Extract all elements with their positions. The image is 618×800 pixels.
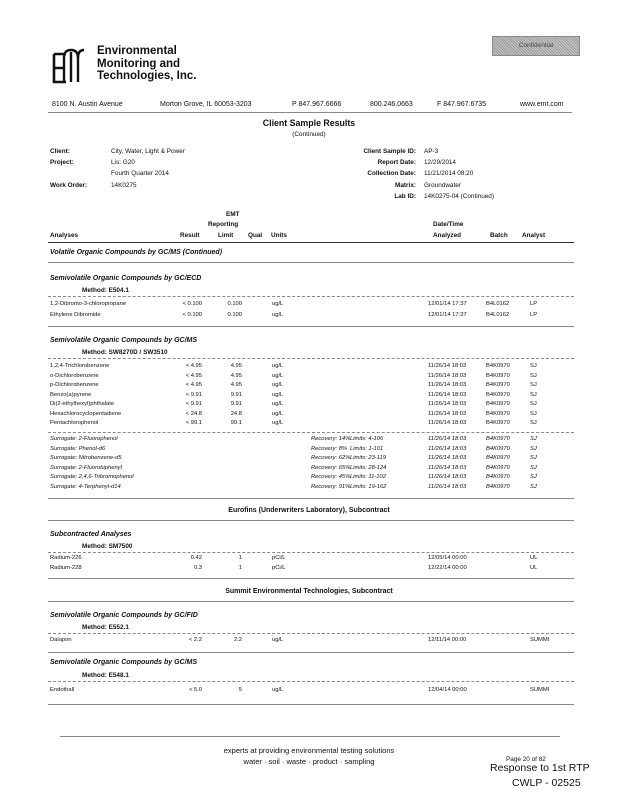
sample-id-value: AP-3 <box>424 148 439 155</box>
col-limit: Limit <box>218 232 234 239</box>
section-rule <box>48 601 574 602</box>
units-value: pCi/L <box>272 565 286 571</box>
analyzed-datetime: 11/26/14 18:03 <box>428 382 467 388</box>
batch-value: B4K0970 <box>486 436 510 442</box>
project-value-2: Fourth Quarter 2014 <box>111 170 169 177</box>
analyte-name: p-Dichlorobenzene <box>50 382 99 388</box>
ecd-method: Method: E504.1 <box>82 287 129 294</box>
matrix-value: Groundwater <box>424 182 461 189</box>
col-datetime: Date/Time <box>433 221 464 228</box>
analyte-name: Radium-226 <box>50 555 82 561</box>
units-value: ug/L <box>272 301 284 307</box>
ms2-method: Method: E548.1 <box>82 672 129 679</box>
col-analyst: Analyst <box>522 232 546 239</box>
surrogate-limits: Limits: 11-102 <box>350 474 386 480</box>
footer-tagline: experts at providing environmental testing solutions <box>223 746 395 755</box>
project-value: Lis: G20 <box>111 159 135 166</box>
analyst-value: LP <box>530 301 538 307</box>
fid-section-title: Semivolatile Organic Compounds by GC/FID <box>50 612 198 619</box>
page-title: Client Sample Results <box>262 118 356 128</box>
surrogate-recovery: Recovery: 62% <box>311 455 351 461</box>
analyte-name: Dalapon <box>50 637 72 643</box>
analyzed-datetime: 11/26/14 18:03 <box>428 401 467 407</box>
ms-section-title: Semivolatile Organic Compounds by GC/MS <box>50 337 198 344</box>
reporting-limit: 99.1 <box>230 420 242 426</box>
col-batch: Batch <box>490 232 508 239</box>
page-subtitle: (Continued) <box>292 131 326 138</box>
summit-title: Summit Environmental Technologies, Subcontract <box>225 588 393 595</box>
analyst-value: SJ <box>530 363 537 369</box>
matrix-label: Matrix: <box>395 182 416 189</box>
section-rule <box>48 652 574 653</box>
surrogate-recovery: Recovery: 65% <box>311 464 351 471</box>
client-label: Client: <box>50 148 70 155</box>
fid-rule <box>48 633 574 634</box>
analyst-value: SJ <box>530 410 537 417</box>
batch-value: B4K0970 <box>486 372 510 379</box>
units-value: ug/L <box>272 420 284 426</box>
reporting-limit: 2.2 <box>233 637 242 643</box>
section-rule <box>48 578 574 579</box>
client-value: City, Water, Light & Power <box>111 148 185 155</box>
analyzed-datetime: 11/26/14 18:03 <box>428 436 467 442</box>
analyst-value: SJ <box>530 474 537 480</box>
reporting-limit: 24.8 <box>230 410 242 417</box>
workorder-label: Work Order: <box>50 182 88 189</box>
report-date-label: Report Date: <box>377 159 416 166</box>
analyte-name: Ethylene Dibromide <box>50 312 101 318</box>
fid-method: Method: E552.1 <box>82 624 129 631</box>
subcontracted-title: Subcontracted Analyses <box>50 531 132 538</box>
analyst-value: SJ <box>530 372 537 379</box>
units-value: ug/L <box>272 410 284 417</box>
result-value: < 9.91 <box>185 401 202 407</box>
units-value: ug/L <box>272 401 284 407</box>
analyst-value: UL <box>530 555 538 561</box>
confidential-stamp <box>492 36 580 56</box>
surrogate-recovery: Recovery: 91% <box>311 483 351 490</box>
result-value: < 0.100 <box>182 312 202 318</box>
units-value: ug/L <box>272 382 284 388</box>
batch-value: B4L0162 <box>486 312 510 318</box>
section-voc-title: Volatile Organic Compounds by GC/MS (Continued) <box>50 249 223 256</box>
analyzed-datetime: 11/26/14 18:03 <box>428 391 467 398</box>
reporting-limit: 0.100 <box>227 301 242 307</box>
company-city: Morton Grove, IL 60053-3203 <box>160 101 252 108</box>
result-value: < 4.95 <box>185 372 202 379</box>
surrogate-name: Surrogate: Phenol-d6 <box>50 445 106 452</box>
report-date-value: 12/29/2014 <box>424 159 456 166</box>
analyst-value: SJ <box>530 445 537 452</box>
batch-value: B4K0970 <box>486 391 510 398</box>
surrogate-name: Surrogate: 2,4,6-Tribromophenol <box>50 474 134 480</box>
surrogate-name: Surrogate: 2-Fluorobiphenyl <box>50 464 122 471</box>
reporting-limit: 9.91 <box>230 401 242 407</box>
analyzed-datetime: 11/26/14 18:03 <box>428 474 467 480</box>
sample-id-label: Client Sample ID: <box>363 148 416 155</box>
reporting-limit: 4.95 <box>230 382 242 388</box>
subcontracted-rule <box>48 552 574 553</box>
analyte-name: Radium-228 <box>50 565 82 571</box>
analyst-value: SJ <box>530 436 537 442</box>
result-value: < 9.91 <box>185 391 202 398</box>
result-value: < 4.95 <box>185 382 202 388</box>
collection-date-value: 11/21/2014 08:20 <box>424 170 474 177</box>
section-rule <box>48 326 574 327</box>
col-units: Units <box>271 232 287 239</box>
analyzed-datetime: 11/26/14 18:03 <box>428 372 467 379</box>
analyst-value: SUMMI <box>530 687 550 693</box>
units-value: ug/L <box>272 372 284 379</box>
company-fax: F 847.967.6735 <box>437 101 487 108</box>
company-name-line2: Monitoring and <box>97 57 181 70</box>
units-value: pCi/L <box>272 555 286 561</box>
analyst-value: SJ <box>530 391 537 398</box>
col-result: Result <box>180 232 200 239</box>
analyst-value: UL <box>530 565 538 571</box>
units-value: ug/L <box>272 391 284 398</box>
workorder-value: 14K0275 <box>111 182 137 189</box>
cwlp-label: CWLP - 02525 <box>512 777 581 789</box>
batch-value: B4K0970 <box>486 382 510 388</box>
analyzed-datetime: 11/26/14 18:03 <box>428 363 467 369</box>
result-value: < 4.95 <box>185 363 202 369</box>
reporting-limit: 4.95 <box>230 372 242 379</box>
ms-method: Method: SW8270D / SW3510 <box>82 349 168 356</box>
analyzed-datetime: 11/26/14 18:03 <box>428 445 467 452</box>
surrogate-limits: Limits: 23-119 <box>350 455 386 461</box>
section-rule <box>48 520 574 521</box>
reporting-limit: 1 <box>238 565 242 571</box>
surrogate-name: Surrogate: 2-Fluorophenol <box>50 436 118 442</box>
reporting-limit: 1 <box>238 555 242 561</box>
batch-value: B4K0970 <box>486 401 510 407</box>
result-value: < 2.2 <box>188 637 202 643</box>
ecd-section-title: Semivolatile Organic Compounds by GC/ECD <box>50 275 202 282</box>
result-value: 0.3 <box>193 565 202 571</box>
emt-logo-icon <box>50 44 90 86</box>
analyzed-datetime: 12/01/14 17:37 <box>428 301 467 307</box>
batch-value: B4K0970 <box>486 455 510 461</box>
company-address: 8100 N. Austin Avenue <box>52 101 123 108</box>
analyzed-datetime: 12/01/14 17:37 <box>428 312 467 318</box>
analyzed-datetime: 12/22/14 00:00 <box>428 565 467 571</box>
result-value: 0.42 <box>190 555 202 561</box>
batch-value: B4K0970 <box>486 474 510 480</box>
analyte-name: Hexachlorocyclopentadiene <box>50 410 122 417</box>
column-header-rule <box>48 242 574 243</box>
surrogate-limits: Limits: 1-101 <box>350 445 384 452</box>
units-value: ug/L <box>272 363 284 369</box>
header-rule <box>48 112 572 113</box>
analyzed-datetime: 12/11/14 00:00 <box>428 637 467 643</box>
reporting-limit: 5 <box>238 687 242 693</box>
ecd-rule <box>48 296 574 297</box>
analyzed-datetime: 11/26/14 18:03 <box>428 464 467 471</box>
units-value: ug/L <box>272 312 284 318</box>
project-label: Project: <box>50 159 74 166</box>
company-name-line1: Environmental <box>97 45 177 57</box>
analyst-value: SJ <box>530 382 537 388</box>
surrogate-recovery: Recovery: 8% <box>311 445 348 452</box>
result-value: < 24.8 <box>185 410 202 417</box>
batch-value: B4K0970 <box>486 420 510 426</box>
units-value: ug/L <box>272 687 284 693</box>
batch-value: B4K0970 <box>486 363 510 369</box>
result-value: < 99.1 <box>185 420 202 426</box>
col-analyses: Analyses <box>50 232 79 239</box>
reporting-limit: 9.91 <box>230 391 242 398</box>
batch-value: B4L0162 <box>486 301 510 307</box>
analyzed-datetime: 12/05/14 00:00 <box>428 555 467 561</box>
lab-id-value: 14K0275-04 (Continued) <box>424 193 494 200</box>
analyzed-datetime: 11/26/14 18:03 <box>428 455 467 461</box>
analyst-value: SJ <box>530 401 537 407</box>
analyte-name: Di(2-ethylhexyl)phthalate <box>50 401 115 407</box>
company-name-line3: Technologies, Inc. <box>97 70 197 82</box>
lab-id-label: Lab ID: <box>394 193 416 200</box>
analyte-name: Pentachlorophenol <box>50 420 99 426</box>
batch-value: B4K0970 <box>486 445 510 452</box>
reporting-limit: 0.100 <box>227 312 242 318</box>
company-phone: P 847.967.6666 <box>292 101 342 108</box>
section-rule <box>48 262 574 263</box>
analyst-value: SJ <box>530 464 537 471</box>
surrogate-limits: Limits: 28-124 <box>350 464 387 471</box>
units-value: ug/L <box>272 637 284 643</box>
ms2-rule <box>48 681 574 682</box>
surrogate-name: Surrogate: Nitrobenzene-d5 <box>50 455 122 461</box>
surrogate-limits: Limits: 19-162 <box>350 483 387 490</box>
analyzed-datetime: 11/26/14 18:03 <box>428 483 467 490</box>
eurofins-title: Eurofins (Underwriters Laboratory), Subcontract <box>228 507 390 514</box>
reporting-limit: 4.95 <box>230 363 242 369</box>
col-qual: Qual <box>248 232 263 239</box>
response-label: Response to 1st RTP <box>490 762 590 774</box>
company-phone2: 800.246.0663 <box>370 101 413 108</box>
analyte-name: 1,2,4-Trichlorobenzene <box>50 363 110 369</box>
analyst-value: LP <box>530 312 538 318</box>
footer-tagline-2: water · soil · waste · product · sampling <box>243 757 375 766</box>
section-rule <box>48 498 574 499</box>
ms2-section-title: Semivolatile Organic Compounds by GC/MS <box>50 659 198 666</box>
ms-surrogate-rule <box>48 432 574 433</box>
collection-date-label: Collection Date: <box>367 170 416 177</box>
col-emt: EMT <box>226 211 240 218</box>
section-rule <box>48 704 574 705</box>
analyte-name: 1,2-Dibromo-3-chloropropane <box>50 301 127 307</box>
stamp-text: Confidential <box>518 42 554 49</box>
batch-value: B4K0970 <box>486 410 510 417</box>
analyst-value: SJ <box>530 455 537 461</box>
surrogate-limits: Limits: 4-106 <box>350 436 384 442</box>
surrogate-name: Surrogate: 4-Terphenyl-d14 <box>50 483 121 490</box>
company-web: www.emt.com <box>520 101 564 108</box>
analyte-name: Endothall <box>50 687 75 693</box>
col-analyzed: Analyzed <box>433 232 462 239</box>
analyte-name: o-Dichlorobenzene <box>50 372 99 379</box>
surrogate-recovery: Recovery: 45% <box>311 474 351 480</box>
batch-value: B4K0970 <box>486 464 510 471</box>
analyzed-datetime: 12/04/14 00:00 <box>428 687 467 693</box>
page-number: Page 20 of 82 <box>506 756 546 763</box>
analyte-name: Benzo(a)pyrene <box>50 391 92 398</box>
analyst-value: SJ <box>530 483 537 490</box>
batch-value: B4K0970 <box>486 483 510 490</box>
subcontracted-method: Method: SM7500 <box>82 543 133 550</box>
footer-rule <box>60 736 560 737</box>
analyzed-datetime: 11/26/14 18:03 <box>428 410 467 417</box>
surrogate-recovery: Recovery: 14% <box>311 436 351 442</box>
col-reporting: Reporting <box>208 221 239 228</box>
result-value: < 5.0 <box>188 687 202 693</box>
analyzed-datetime: 11/26/14 18:03 <box>428 420 467 426</box>
analyst-value: SUMMI <box>530 637 550 643</box>
analyst-value: SJ <box>530 420 537 426</box>
result-value: < 0.100 <box>182 301 202 307</box>
ms-rule <box>48 358 574 359</box>
